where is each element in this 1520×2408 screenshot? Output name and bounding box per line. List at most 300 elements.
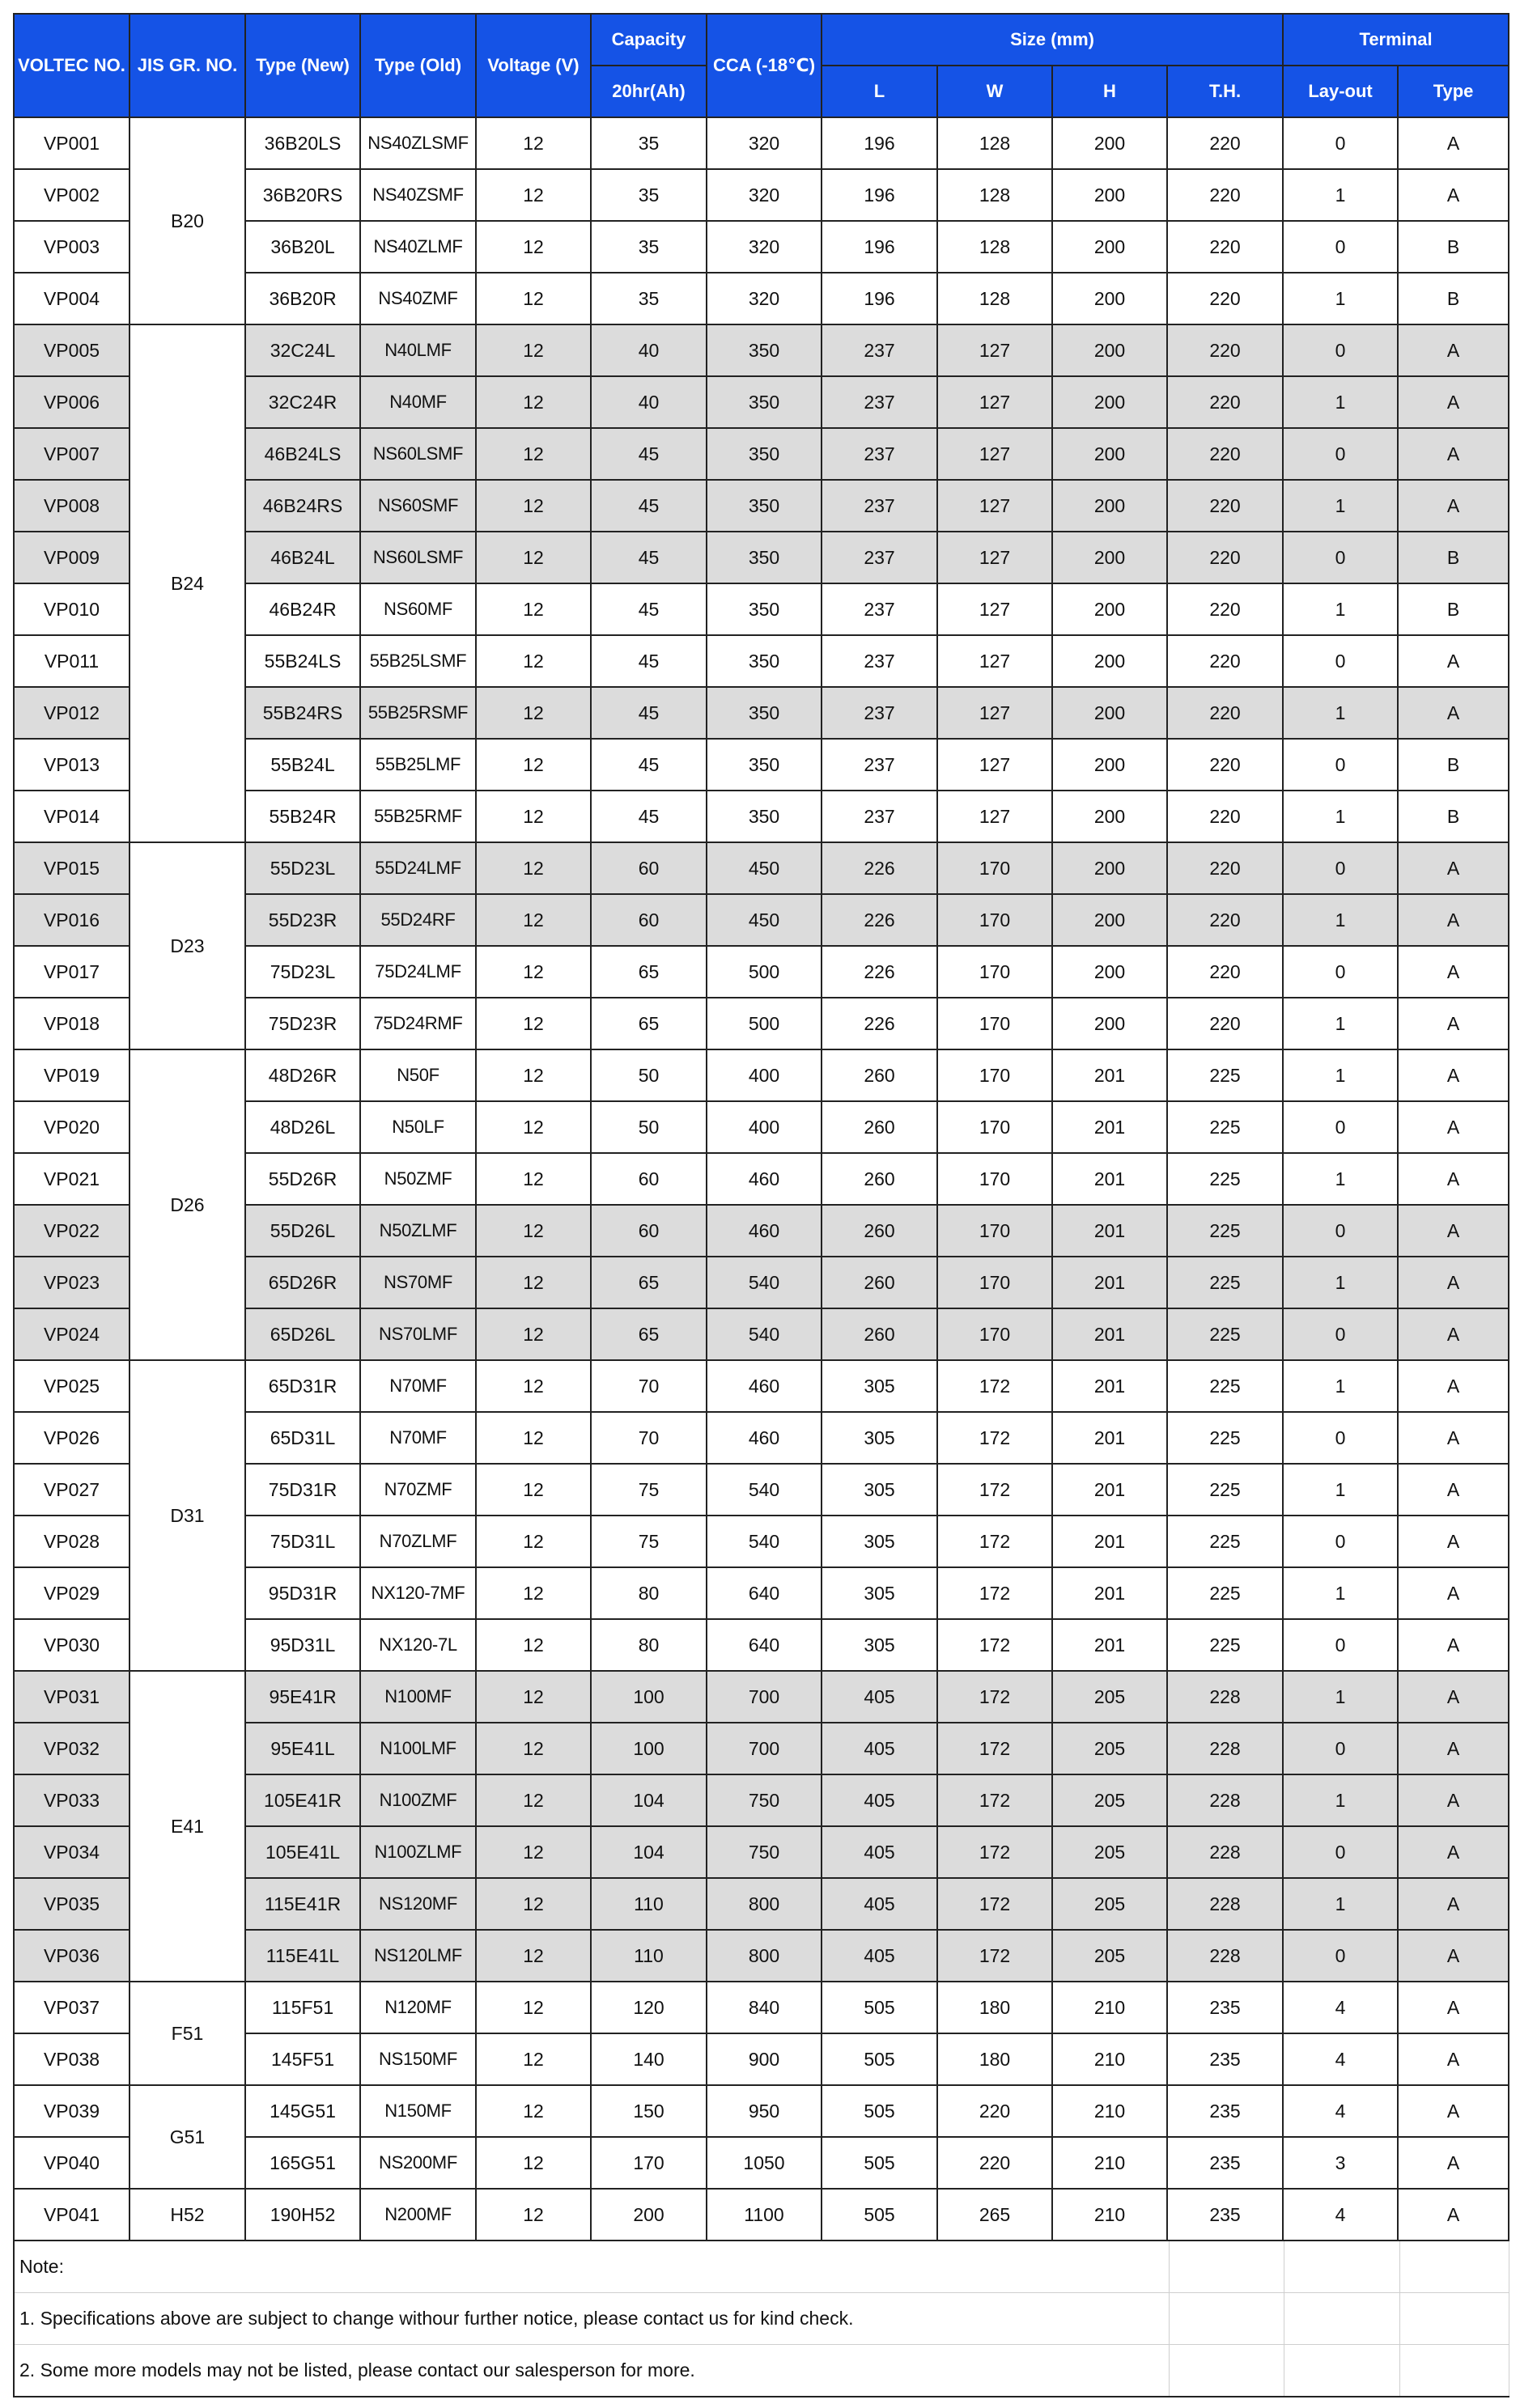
cell-jis-group: B20	[129, 117, 245, 324]
cell-voltec-no: VP011	[14, 635, 129, 687]
cell-type-new: 145F51	[245, 2033, 360, 2085]
cell-size-w: 170	[937, 1049, 1052, 1101]
cell-voltage: 12	[476, 273, 591, 324]
cell-size-l: 305	[822, 1567, 937, 1619]
cell-voltage: 12	[476, 583, 591, 635]
cell-type-new: 115F51	[245, 1982, 360, 2033]
cell-voltage: 12	[476, 117, 591, 169]
cell-terminal-type: A	[1398, 169, 1509, 221]
cell-capacity: 80	[591, 1619, 707, 1671]
note-title: Note:	[14, 2241, 1169, 2293]
cell-size-l: 226	[822, 998, 937, 1049]
cell-terminal-type: A	[1398, 1516, 1509, 1567]
cell-capacity: 45	[591, 428, 707, 480]
cell-capacity: 65	[591, 1308, 707, 1360]
cell-terminal-layout: 0	[1283, 1826, 1398, 1878]
cell-capacity: 60	[591, 842, 707, 894]
cell-terminal-layout: 0	[1283, 1930, 1398, 1982]
cell-terminal-layout: 0	[1283, 117, 1398, 169]
cell-size-w: 180	[937, 2033, 1052, 2085]
cell-cca: 320	[707, 169, 822, 221]
cell-voltage: 12	[476, 1049, 591, 1101]
table-row	[14, 117, 1509, 169]
cell-capacity: 35	[591, 221, 707, 273]
cell-type-new: 55D23L	[245, 842, 360, 894]
cell-jis-group: H52	[129, 2189, 245, 2241]
cell-type-new: 46B24LS	[245, 428, 360, 480]
cell-size-h: 201	[1052, 1360, 1167, 1412]
cell-voltage: 12	[476, 635, 591, 687]
note-line-1: 1. Specifications above are subject to change withour further notice, please contact us for kind check.	[14, 2293, 1169, 2345]
cell-size-th: 220	[1167, 635, 1283, 687]
cell-size-th: 220	[1167, 946, 1283, 998]
cell-terminal-type: A	[1398, 1878, 1509, 1930]
table-row	[14, 842, 1509, 894]
table-header	[14, 14, 1509, 117]
cell-size-w: 127	[937, 739, 1052, 791]
cell-size-th: 220	[1167, 583, 1283, 635]
cell-type-new: 105E41L	[245, 1826, 360, 1878]
cell-terminal-type: A	[1398, 2033, 1509, 2085]
cell-size-l: 237	[822, 739, 937, 791]
cell-cca: 900	[707, 2033, 822, 2085]
cell-voltage: 12	[476, 2033, 591, 2085]
cell-voltec-no: VP032	[14, 1723, 129, 1774]
cell-size-h: 200	[1052, 739, 1167, 791]
cell-cca: 460	[707, 1412, 822, 1464]
cell-terminal-type: A	[1398, 635, 1509, 687]
cell-voltec-no: VP017	[14, 946, 129, 998]
cell-capacity: 45	[591, 532, 707, 583]
cell-terminal-layout: 1	[1283, 1360, 1398, 1412]
cell-size-l: 196	[822, 273, 937, 324]
cell-terminal-layout: 0	[1283, 1101, 1398, 1153]
cell-type-old: N50F	[360, 1049, 476, 1101]
cell-size-h: 200	[1052, 117, 1167, 169]
cell-jis-group: D26	[129, 1049, 245, 1360]
cell-voltage: 12	[476, 1101, 591, 1153]
note-line-2: 2. Some more models may not be listed, please contact our salesperson for more.	[14, 2345, 1169, 2397]
cell-voltage: 12	[476, 998, 591, 1049]
cell-size-w: 170	[937, 1205, 1052, 1257]
cell-size-l: 405	[822, 1826, 937, 1878]
cell-voltage: 12	[476, 324, 591, 376]
cell-type-old: N70MF	[360, 1412, 476, 1464]
col-size-h: H	[1052, 66, 1167, 117]
cell-size-th: 225	[1167, 1049, 1283, 1101]
cell-size-h: 200	[1052, 169, 1167, 221]
cell-size-l: 405	[822, 1930, 937, 1982]
cell-terminal-type: A	[1398, 1205, 1509, 1257]
cell-size-th: 220	[1167, 842, 1283, 894]
cell-size-w: 128	[937, 117, 1052, 169]
cell-size-l: 505	[822, 2085, 937, 2137]
cell-capacity: 100	[591, 1723, 707, 1774]
cell-size-l: 405	[822, 1878, 937, 1930]
cell-voltage: 12	[476, 1930, 591, 1982]
cell-size-h: 200	[1052, 946, 1167, 998]
cell-cca: 350	[707, 480, 822, 532]
cell-type-new: 46B24RS	[245, 480, 360, 532]
cell-size-h: 200	[1052, 791, 1167, 842]
cell-terminal-layout: 0	[1283, 324, 1398, 376]
cell-terminal-layout: 0	[1283, 842, 1398, 894]
cell-type-old: 55B25RMF	[360, 791, 476, 842]
cell-voltage: 12	[476, 1774, 591, 1826]
cell-voltage: 12	[476, 687, 591, 739]
cell-type-old: NS150MF	[360, 2033, 476, 2085]
cell-cca: 400	[707, 1049, 822, 1101]
cell-capacity: 70	[591, 1412, 707, 1464]
cell-terminal-layout: 4	[1283, 2085, 1398, 2137]
cell-voltage: 12	[476, 1567, 591, 1619]
cell-size-th: 220	[1167, 894, 1283, 946]
cell-size-l: 237	[822, 635, 937, 687]
cell-size-th: 225	[1167, 1464, 1283, 1516]
cell-type-old: NS200MF	[360, 2137, 476, 2189]
cell-terminal-type: A	[1398, 117, 1509, 169]
cell-type-old: N70MF	[360, 1360, 476, 1412]
cell-capacity: 60	[591, 1205, 707, 1257]
cell-size-h: 210	[1052, 2085, 1167, 2137]
cell-type-new: 55B24RS	[245, 687, 360, 739]
cell-voltage: 12	[476, 2189, 591, 2241]
cell-type-new: 75D31R	[245, 1464, 360, 1516]
cell-size-l: 226	[822, 842, 937, 894]
cell-terminal-layout: 4	[1283, 2033, 1398, 2085]
cell-voltec-no: VP005	[14, 324, 129, 376]
cell-cca: 320	[707, 117, 822, 169]
cell-terminal-type: A	[1398, 1774, 1509, 1826]
cell-type-old: N100MF	[360, 1671, 476, 1723]
table-row	[14, 2085, 1509, 2137]
cell-size-h: 200	[1052, 842, 1167, 894]
cell-voltage: 12	[476, 739, 591, 791]
cell-terminal-layout: 0	[1283, 1723, 1398, 1774]
cell-type-new: 65D26R	[245, 1257, 360, 1308]
cell-cca: 640	[707, 1567, 822, 1619]
cell-voltec-no: VP040	[14, 2137, 129, 2189]
cell-type-new: 75D23L	[245, 946, 360, 998]
cell-size-th: 220	[1167, 428, 1283, 480]
cell-cca: 1100	[707, 2189, 822, 2241]
cell-cca: 1050	[707, 2137, 822, 2189]
cell-jis-group: D31	[129, 1360, 245, 1671]
cell-terminal-layout: 0	[1283, 1619, 1398, 1671]
cell-capacity: 75	[591, 1464, 707, 1516]
cell-capacity: 65	[591, 1257, 707, 1308]
cell-voltec-no: VP034	[14, 1826, 129, 1878]
cell-type-old: NS40ZLMF	[360, 221, 476, 273]
cell-type-old: NS70LMF	[360, 1308, 476, 1360]
cell-size-w: 127	[937, 480, 1052, 532]
cell-voltec-no: VP025	[14, 1360, 129, 1412]
table-row	[14, 1982, 1509, 2033]
col-size-w: W	[937, 66, 1052, 117]
cell-voltec-no: VP006	[14, 376, 129, 428]
cell-size-th: 225	[1167, 1257, 1283, 1308]
cell-terminal-type: A	[1398, 1982, 1509, 2033]
cell-size-w: 170	[937, 1257, 1052, 1308]
cell-terminal-type: A	[1398, 1723, 1509, 1774]
cell-size-w: 127	[937, 635, 1052, 687]
cell-voltage: 12	[476, 169, 591, 221]
cell-voltage: 12	[476, 1671, 591, 1723]
cell-size-l: 260	[822, 1153, 937, 1205]
cell-size-w: 220	[937, 2137, 1052, 2189]
cell-voltage: 12	[476, 842, 591, 894]
cell-size-l: 226	[822, 894, 937, 946]
cell-terminal-type: A	[1398, 1049, 1509, 1101]
cell-terminal-type: A	[1398, 2137, 1509, 2189]
cell-voltage: 12	[476, 1878, 591, 1930]
cell-size-w: 170	[937, 842, 1052, 894]
cell-capacity: 80	[591, 1567, 707, 1619]
cell-voltec-no: VP029	[14, 1567, 129, 1619]
col-voltage: Voltage (V)	[476, 14, 591, 117]
cell-size-w: 127	[937, 376, 1052, 428]
cell-size-th: 235	[1167, 2189, 1283, 2241]
cell-terminal-layout: 1	[1283, 376, 1398, 428]
cell-cca: 350	[707, 428, 822, 480]
cell-size-l: 237	[822, 480, 937, 532]
cell-type-old: NS40ZMF	[360, 273, 476, 324]
cell-voltec-no: VP030	[14, 1619, 129, 1671]
cell-type-new: 95E41L	[245, 1723, 360, 1774]
cell-size-th: 228	[1167, 1826, 1283, 1878]
cell-size-w: 127	[937, 687, 1052, 739]
cell-terminal-type: A	[1398, 1464, 1509, 1516]
cell-voltage: 12	[476, 791, 591, 842]
cell-voltec-no: VP014	[14, 791, 129, 842]
cell-size-th: 225	[1167, 1516, 1283, 1567]
cell-size-w: 172	[937, 1516, 1052, 1567]
cell-size-l: 237	[822, 376, 937, 428]
cell-voltec-no: VP013	[14, 739, 129, 791]
cell-cca: 350	[707, 791, 822, 842]
cell-type-new: 46B24L	[245, 532, 360, 583]
cell-terminal-layout: 0	[1283, 635, 1398, 687]
cell-type-new: 48D26R	[245, 1049, 360, 1101]
cell-size-l: 305	[822, 1412, 937, 1464]
cell-type-old: N50ZLMF	[360, 1205, 476, 1257]
cell-capacity: 45	[591, 583, 707, 635]
cell-type-old: 75D24RMF	[360, 998, 476, 1049]
cell-capacity: 140	[591, 2033, 707, 2085]
cell-type-old: NS70MF	[360, 1257, 476, 1308]
cell-type-new: 55B24L	[245, 739, 360, 791]
cell-terminal-type: A	[1398, 1671, 1509, 1723]
cell-size-th: 225	[1167, 1567, 1283, 1619]
cell-terminal-layout: 1	[1283, 1878, 1398, 1930]
cell-type-old: 55B25RSMF	[360, 687, 476, 739]
cell-capacity: 45	[591, 480, 707, 532]
cell-voltec-no: VP003	[14, 221, 129, 273]
col-type-old: Type (Old)	[360, 14, 476, 117]
cell-cca: 350	[707, 532, 822, 583]
cell-size-th: 220	[1167, 687, 1283, 739]
table-body	[14, 117, 1509, 2241]
cell-size-w: 127	[937, 532, 1052, 583]
cell-voltec-no: VP035	[14, 1878, 129, 1930]
cell-type-old: N100LMF	[360, 1723, 476, 1774]
cell-size-h: 200	[1052, 324, 1167, 376]
cell-capacity: 120	[591, 1982, 707, 2033]
cell-voltage: 12	[476, 1826, 591, 1878]
cell-size-th: 220	[1167, 169, 1283, 221]
cell-terminal-type: A	[1398, 1153, 1509, 1205]
cell-size-th: 235	[1167, 2033, 1283, 2085]
cell-type-new: 75D31L	[245, 1516, 360, 1567]
cell-type-new: 165G51	[245, 2137, 360, 2189]
col-size-th: T.H.	[1167, 66, 1283, 117]
cell-cca: 800	[707, 1930, 822, 1982]
cell-terminal-layout: 3	[1283, 2137, 1398, 2189]
cell-voltec-no: VP021	[14, 1153, 129, 1205]
cell-type-new: 105E41R	[245, 1774, 360, 1826]
cell-terminal-layout: 1	[1283, 1049, 1398, 1101]
cell-terminal-layout: 1	[1283, 1671, 1398, 1723]
cell-type-new: 95D31R	[245, 1567, 360, 1619]
cell-terminal-layout: 1	[1283, 273, 1398, 324]
cell-size-h: 201	[1052, 1464, 1167, 1516]
cell-cca: 460	[707, 1153, 822, 1205]
cell-voltec-no: VP022	[14, 1205, 129, 1257]
cell-type-new: 32C24R	[245, 376, 360, 428]
table-row	[14, 2189, 1509, 2241]
cell-size-h: 201	[1052, 1153, 1167, 1205]
cell-voltage: 12	[476, 946, 591, 998]
cell-cca: 640	[707, 1619, 822, 1671]
cell-size-l: 505	[822, 2033, 937, 2085]
cell-capacity: 40	[591, 376, 707, 428]
table-row	[14, 324, 1509, 376]
cell-size-w: 170	[937, 1101, 1052, 1153]
table-row	[14, 1671, 1509, 1723]
cell-size-h: 200	[1052, 583, 1167, 635]
cell-type-old: N150MF	[360, 2085, 476, 2137]
cell-type-old: NS120LMF	[360, 1930, 476, 1982]
cell-size-w: 127	[937, 324, 1052, 376]
cell-terminal-layout: 0	[1283, 532, 1398, 583]
cell-size-l: 196	[822, 221, 937, 273]
cell-cca: 950	[707, 2085, 822, 2137]
cell-size-h: 200	[1052, 998, 1167, 1049]
col-size: Size (mm)	[822, 14, 1283, 66]
cell-cca: 350	[707, 324, 822, 376]
cell-size-th: 225	[1167, 1205, 1283, 1257]
cell-terminal-type: A	[1398, 1257, 1509, 1308]
cell-type-new: 55B24R	[245, 791, 360, 842]
cell-cca: 540	[707, 1308, 822, 1360]
cell-size-h: 200	[1052, 687, 1167, 739]
cell-voltec-no: VP038	[14, 2033, 129, 2085]
cell-terminal-layout: 1	[1283, 791, 1398, 842]
cell-terminal-layout: 0	[1283, 1205, 1398, 1257]
cell-voltec-no: VP016	[14, 894, 129, 946]
cell-type-new: 32C24L	[245, 324, 360, 376]
cell-size-th: 225	[1167, 1412, 1283, 1464]
cell-terminal-type: A	[1398, 1412, 1509, 1464]
cell-voltage: 12	[476, 1723, 591, 1774]
cell-size-h: 205	[1052, 1723, 1167, 1774]
cell-size-w: 172	[937, 1360, 1052, 1412]
cell-size-l: 237	[822, 428, 937, 480]
cell-capacity: 65	[591, 946, 707, 998]
cell-voltec-no: VP028	[14, 1516, 129, 1567]
cell-size-th: 220	[1167, 480, 1283, 532]
cell-size-l: 237	[822, 532, 937, 583]
cell-capacity: 50	[591, 1101, 707, 1153]
cell-cca: 350	[707, 687, 822, 739]
cell-terminal-layout: 1	[1283, 169, 1398, 221]
cell-size-th: 228	[1167, 1723, 1283, 1774]
cell-terminal-layout: 1	[1283, 583, 1398, 635]
cell-voltage: 12	[476, 1360, 591, 1412]
cell-size-w: 127	[937, 791, 1052, 842]
col-size-l: L	[822, 66, 937, 117]
cell-size-h: 200	[1052, 635, 1167, 687]
cell-cca: 450	[707, 842, 822, 894]
cell-size-w: 170	[937, 998, 1052, 1049]
col-terminal-type: Type	[1398, 66, 1509, 117]
table-row	[14, 1360, 1509, 1412]
cell-type-old: NS60LSMF	[360, 428, 476, 480]
cell-size-l: 305	[822, 1516, 937, 1567]
cell-voltec-no: VP027	[14, 1464, 129, 1516]
cell-size-h: 205	[1052, 1930, 1167, 1982]
cell-voltec-no: VP001	[14, 117, 129, 169]
col-cca: CCA (-18℃)	[707, 14, 822, 117]
cell-voltec-no: VP041	[14, 2189, 129, 2241]
cell-type-old: N120MF	[360, 1982, 476, 2033]
cell-size-th: 220	[1167, 273, 1283, 324]
cell-size-l: 260	[822, 1049, 937, 1101]
cell-type-new: 36B20R	[245, 273, 360, 324]
cell-type-old: NX120-7L	[360, 1619, 476, 1671]
cell-type-new: 46B24R	[245, 583, 360, 635]
cell-terminal-layout: 4	[1283, 1982, 1398, 2033]
cell-size-h: 201	[1052, 1567, 1167, 1619]
cell-size-h: 205	[1052, 1671, 1167, 1723]
cell-size-w: 170	[937, 1153, 1052, 1205]
cell-size-w: 180	[937, 1982, 1052, 2033]
cell-size-l: 405	[822, 1723, 937, 1774]
cell-terminal-type: A	[1398, 1826, 1509, 1878]
cell-voltage: 12	[476, 894, 591, 946]
cell-voltage: 12	[476, 221, 591, 273]
cell-size-l: 505	[822, 2137, 937, 2189]
cell-size-w: 220	[937, 2085, 1052, 2137]
cell-size-w: 172	[937, 1878, 1052, 1930]
cell-capacity: 100	[591, 1671, 707, 1723]
cell-terminal-type: B	[1398, 583, 1509, 635]
cell-voltec-no: VP039	[14, 2085, 129, 2137]
cell-size-h: 200	[1052, 480, 1167, 532]
cell-type-new: 65D31L	[245, 1412, 360, 1464]
cell-type-old: NS40ZLSMF	[360, 117, 476, 169]
cell-terminal-layout: 1	[1283, 1464, 1398, 1516]
cell-type-old: N40MF	[360, 376, 476, 428]
cell-size-h: 201	[1052, 1516, 1167, 1567]
cell-type-old: 55B25LSMF	[360, 635, 476, 687]
cell-cca: 540	[707, 1257, 822, 1308]
cell-size-w: 172	[937, 1567, 1052, 1619]
cell-capacity: 60	[591, 894, 707, 946]
cell-type-old: 75D24LMF	[360, 946, 476, 998]
cell-size-h: 200	[1052, 532, 1167, 583]
cell-capacity: 45	[591, 687, 707, 739]
